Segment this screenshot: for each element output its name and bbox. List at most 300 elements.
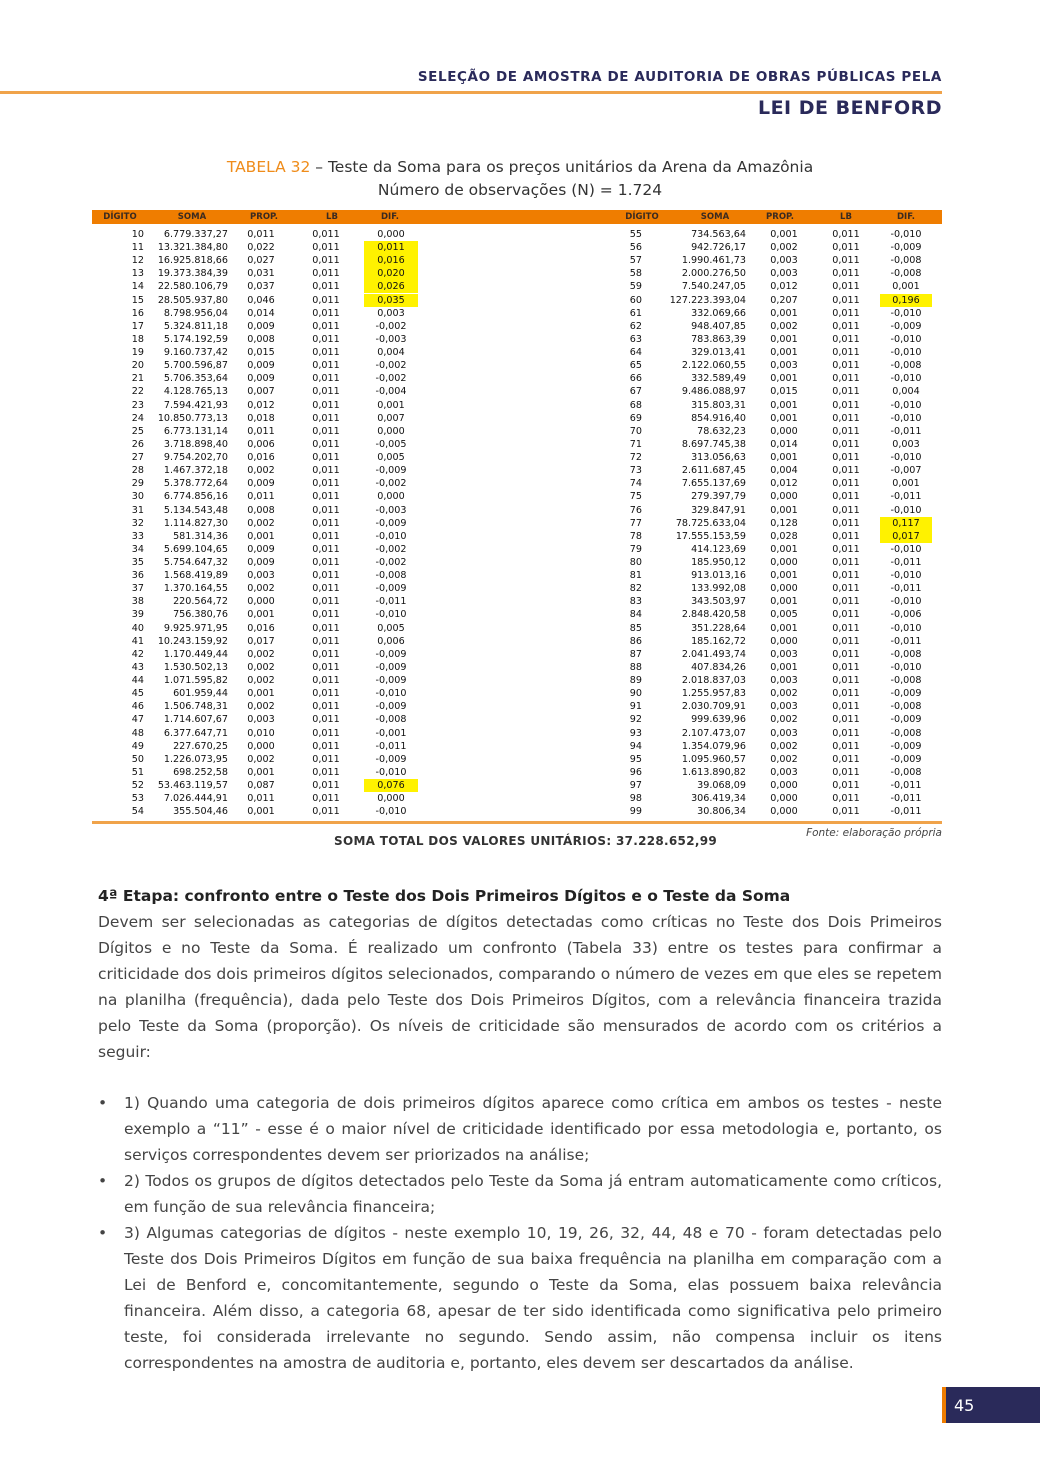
cell-lb: 0,011 — [832, 399, 860, 411]
cell-dif: -0,008 — [890, 360, 922, 372]
cell-dif: 0,011 — [364, 241, 418, 254]
col-prop-left: PROP. — [250, 212, 278, 222]
cell-prop: 0,001 — [770, 399, 798, 411]
cell-lb: 0,011 — [312, 806, 340, 818]
cell-digit: 89 — [629, 675, 642, 687]
cell-soma: 9.925.971,95 — [163, 622, 228, 634]
cell-digit: 79 — [629, 543, 642, 555]
header-title-line1: SELEÇÃO DE AMOSTRA DE AUDITORIA DE OBRAS PÚBLICAS PELA — [417, 69, 942, 85]
cell-prop: 0,087 — [247, 780, 275, 792]
cell-soma: 9.486.088,97 — [681, 386, 746, 398]
cell-digit: 31 — [131, 504, 144, 516]
cell-digit: 25 — [131, 425, 144, 437]
cell-soma: 734.563,64 — [691, 229, 746, 240]
cell-dif: 0,000 — [377, 491, 405, 503]
cell-prop: 0,014 — [770, 438, 798, 450]
cell-digit: 75 — [629, 491, 642, 503]
cell-digit: 61 — [629, 307, 642, 319]
cell-soma: 39.068,09 — [697, 780, 746, 792]
cell-digit: 24 — [131, 412, 144, 424]
cell-digit: 38 — [131, 596, 144, 608]
cell-soma: 7.540.247,05 — [681, 281, 746, 293]
cell-lb: 0,011 — [832, 570, 860, 582]
cell-lb: 0,011 — [832, 320, 860, 332]
cell-dif: -0,010 — [890, 347, 922, 359]
cell-prop: 0,001 — [770, 661, 798, 673]
cell-prop: 0,001 — [247, 530, 275, 542]
cell-digit: 71 — [629, 438, 642, 450]
cell-soma: 5.378.772,64 — [163, 478, 228, 490]
cell-soma: 227.670,25 — [173, 740, 228, 752]
cell-prop: 0,046 — [247, 294, 275, 306]
cell-lb: 0,011 — [312, 281, 340, 293]
cell-dif: -0,011 — [375, 596, 407, 608]
cell-digit: 59 — [629, 281, 642, 293]
cell-dif: 0,003 — [892, 438, 920, 450]
cell-lb: 0,011 — [312, 268, 340, 280]
cell-lb: 0,011 — [832, 557, 860, 568]
cell-digit: 94 — [629, 740, 642, 752]
cell-soma: 407.834,26 — [691, 661, 746, 673]
cell-soma: 133.992,08 — [691, 583, 746, 595]
cell-dif: 0,000 — [377, 793, 405, 805]
cell-soma: 1.170.449,44 — [163, 648, 228, 660]
cell-lb: 0,011 — [832, 517, 860, 529]
cell-lb: 0,011 — [312, 373, 340, 385]
cell-lb: 0,011 — [312, 701, 340, 713]
cell-prop: 0,002 — [247, 701, 275, 713]
cell-dif: 0,017 — [880, 530, 932, 543]
cell-lb: 0,011 — [832, 806, 860, 818]
cell-lb: 0,011 — [832, 478, 860, 490]
cell-soma: 1.370.164,55 — [163, 583, 228, 595]
cell-soma: 329.847,91 — [691, 504, 746, 516]
cell-soma: 315.803,31 — [691, 399, 746, 411]
cell-digit: 35 — [131, 557, 144, 568]
cell-prop: 0,001 — [770, 570, 798, 582]
cell-soma: 948.407,85 — [691, 320, 746, 332]
table-header — [92, 210, 942, 224]
cell-dif: -0,009 — [375, 517, 407, 529]
cell-digit: 30 — [131, 491, 144, 503]
cell-dif: -0,010 — [890, 399, 922, 411]
table-bottom-rule — [92, 821, 942, 824]
cell-lb: 0,011 — [832, 793, 860, 805]
cell-soma: 7.655.137,69 — [681, 478, 746, 490]
cell-prop: 0,031 — [247, 268, 275, 280]
cell-dif: -0,010 — [890, 543, 922, 555]
cell-soma: 6.773.131,14 — [163, 425, 228, 437]
cell-soma: 6.377.647,71 — [163, 727, 228, 739]
cell-prop: 0,009 — [247, 360, 275, 372]
cell-soma: 2.611.687,45 — [681, 465, 746, 477]
cell-soma: 854.916,40 — [691, 412, 746, 424]
cell-dif: -0,009 — [375, 661, 407, 673]
cell-prop: 0,015 — [247, 347, 275, 359]
cell-prop: 0,000 — [770, 806, 798, 818]
cell-digit: 53 — [131, 793, 144, 805]
section-title: 4ª Etapa: confronto entre o Teste dos Dois Primeiros Dígitos e o Teste da Soma — [98, 887, 791, 905]
cell-soma: 5.706.353,64 — [163, 373, 228, 385]
cell-lb: 0,011 — [832, 347, 860, 359]
cell-prop: 0,003 — [770, 701, 798, 713]
cell-prop: 0,000 — [247, 596, 275, 608]
cell-dif: 0,004 — [892, 386, 920, 398]
cell-soma: 355.504,46 — [173, 806, 228, 818]
cell-lb: 0,011 — [832, 242, 860, 254]
cell-prop: 0,001 — [247, 688, 275, 700]
cell-lb: 0,011 — [832, 268, 860, 280]
cell-prop: 0,000 — [770, 780, 798, 792]
cell-lb: 0,011 — [312, 320, 340, 332]
cell-lb: 0,011 — [312, 714, 340, 726]
cell-prop: 0,006 — [247, 438, 275, 450]
cell-prop: 0,011 — [247, 229, 275, 240]
cell-lb: 0,011 — [832, 609, 860, 621]
cell-prop: 0,001 — [770, 412, 798, 424]
cell-lb: 0,011 — [312, 452, 340, 464]
cell-dif: -0,010 — [890, 307, 922, 319]
cell-prop: 0,014 — [247, 307, 275, 319]
cell-lb: 0,011 — [312, 478, 340, 490]
cell-prop: 0,001 — [247, 766, 275, 778]
cell-prop: 0,016 — [247, 452, 275, 464]
cell-digit: 18 — [131, 333, 144, 345]
cell-dif: -0,008 — [890, 648, 922, 660]
cell-soma: 306.419,34 — [691, 793, 746, 805]
cell-dif: -0,011 — [890, 635, 922, 647]
cell-lb: 0,011 — [832, 360, 860, 372]
cell-digit: 44 — [131, 675, 144, 687]
cell-lb: 0,011 — [832, 425, 860, 437]
cell-prop: 0,002 — [770, 688, 798, 700]
cell-soma: 8.697.745,38 — [681, 438, 746, 450]
cell-digit: 93 — [629, 727, 642, 739]
cell-soma: 2.030.709,91 — [681, 701, 746, 713]
cell-soma: 7.026.444,91 — [163, 793, 228, 805]
cell-digit: 48 — [131, 727, 144, 739]
cell-digit: 11 — [131, 242, 144, 254]
cell-prop: 0,003 — [247, 570, 275, 582]
cell-digit: 97 — [629, 780, 642, 792]
cell-lb: 0,011 — [312, 609, 340, 621]
cell-digit: 90 — [629, 688, 642, 700]
bullet-icon: • — [98, 1094, 108, 1112]
cell-digit: 22 — [131, 386, 144, 398]
cell-digit: 72 — [629, 452, 642, 464]
cell-soma: 1.568.419,89 — [163, 570, 228, 582]
cell-lb: 0,011 — [312, 229, 340, 240]
cell-dif: -0,011 — [890, 557, 922, 568]
col-soma-right: SOMA — [700, 212, 730, 222]
cell-dif: -0,005 — [375, 438, 407, 450]
col-prop-right: PROP. — [766, 212, 794, 222]
cell-lb: 0,011 — [832, 661, 860, 673]
table-title: – Teste da Soma para os preços unitários da Arena da Amazônia — [310, 158, 814, 176]
cell-soma: 1.506.748,31 — [163, 701, 228, 713]
cell-dif: 0,001 — [892, 281, 920, 293]
cell-prop: 0,037 — [247, 281, 275, 293]
cell-lb: 0,011 — [312, 399, 340, 411]
cell-soma: 329.013,41 — [691, 347, 746, 359]
cell-digit: 96 — [629, 766, 642, 778]
cell-dif: -0,009 — [890, 320, 922, 332]
cell-digit: 60 — [629, 294, 642, 306]
cell-prop: 0,028 — [770, 530, 798, 542]
cell-soma: 332.069,66 — [691, 307, 746, 319]
cell-digit: 77 — [629, 517, 642, 529]
cell-lb: 0,011 — [832, 701, 860, 713]
cell-prop: 0,003 — [770, 648, 798, 660]
col-dif-left: DIF. — [380, 212, 399, 222]
bullet-icon: • — [98, 1224, 108, 1242]
cell-lb: 0,011 — [832, 780, 860, 792]
cell-dif: -0,011 — [890, 780, 922, 792]
cell-prop: 0,010 — [247, 727, 275, 739]
cell-prop: 0,002 — [770, 320, 798, 332]
cell-soma: 1.990.461,73 — [681, 255, 746, 267]
page-number: 45 — [954, 1396, 975, 1415]
cell-soma: 2.000.276,50 — [681, 268, 746, 280]
cell-soma: 10.850.773,13 — [157, 412, 228, 424]
cell-soma: 16.925.818,66 — [157, 255, 228, 267]
cell-dif: -0,002 — [375, 557, 407, 568]
cell-lb: 0,011 — [832, 307, 860, 319]
cell-dif: 0,007 — [377, 412, 405, 424]
col-lb-left: LB — [326, 212, 338, 222]
col-dif-right: DIF. — [896, 212, 915, 222]
table-source: Fonte: elaboração própria — [806, 827, 942, 839]
cell-digit: 12 — [131, 255, 144, 267]
cell-prop: 0,001 — [247, 609, 275, 621]
cell-dif: -0,008 — [375, 714, 407, 726]
cell-lb: 0,011 — [312, 661, 340, 673]
cell-digit: 62 — [629, 320, 642, 332]
cell-lb: 0,011 — [312, 255, 340, 267]
cell-soma: 313.056,63 — [691, 452, 746, 464]
cell-prop: 0,003 — [770, 675, 798, 687]
cell-soma: 913.013,16 — [691, 570, 746, 582]
cell-digit: 52 — [131, 780, 144, 792]
cell-soma: 17.555.153,59 — [675, 530, 746, 542]
cell-digit: 76 — [629, 504, 642, 516]
cell-dif: -0,010 — [890, 412, 922, 424]
cell-prop: 0,017 — [247, 635, 275, 647]
cell-digit: 67 — [629, 386, 642, 398]
body-paragraph: Devem ser selecionadas as categorias de dígitos detectadas como críticas no Teste dos Dois Primeiros Dígitos e no Teste da Soma. É realizado um confronto (Tabela 33) entre os testes para confirmar a criticidade dos dois primeiros dígitos selecionados, comparando o número de vezes em que eles se repetem na planilha (frequência), dada pelo Teste dos Dois Primeiros Dígitos, com a relevância financeira trazida pelo Teste da Soma (proporção). Os níveis de criticidade são mensurados de acordo com os critérios a seguir: — [98, 913, 942, 1061]
cell-soma: 1.354.079,96 — [681, 740, 746, 752]
cell-dif: -0,001 — [375, 727, 407, 739]
cell-dif: -0,009 — [890, 714, 922, 726]
list-item-text: 2) Todos os grupos de dígitos detectados pelo Teste da Soma já entram automaticamente como críticos, em função de sua relevância financeira; — [124, 1172, 942, 1216]
bullet-icon: • — [98, 1172, 108, 1190]
cell-prop: 0,012 — [247, 399, 275, 411]
cell-lb: 0,011 — [832, 727, 860, 739]
cell-digit: 51 — [131, 766, 144, 778]
cell-dif: -0,006 — [890, 609, 922, 621]
cell-prop: 0,009 — [247, 320, 275, 332]
cell-prop: 0,000 — [770, 425, 798, 437]
cell-dif: -0,011 — [375, 740, 407, 752]
cell-soma: 5.700.596,87 — [163, 360, 228, 372]
cell-soma: 220.564,72 — [173, 596, 228, 608]
cell-digit: 68 — [629, 399, 642, 411]
cell-prop: 0,018 — [247, 412, 275, 424]
cell-soma: 5.699.104,65 — [163, 543, 228, 555]
cell-dif: 0,076 — [364, 779, 418, 792]
cell-digit: 34 — [131, 543, 144, 555]
col-lb-right: LB — [840, 212, 852, 222]
cell-lb: 0,011 — [312, 425, 340, 437]
cell-prop: 0,003 — [770, 255, 798, 267]
cell-digit: 78 — [629, 530, 642, 542]
cell-dif: 0,020 — [364, 267, 418, 280]
cell-soma: 78.632,23 — [697, 425, 746, 437]
cell-soma: 783.863,39 — [691, 333, 746, 345]
cell-digit: 98 — [629, 793, 642, 805]
cell-digit: 50 — [131, 753, 144, 765]
header-rule — [0, 91, 942, 94]
list-item — [98, 1220, 942, 1376]
cell-dif: -0,008 — [890, 255, 922, 267]
cell-dif: -0,010 — [375, 688, 407, 700]
cell-lb: 0,011 — [832, 543, 860, 555]
cell-soma: 756.380,76 — [173, 609, 228, 621]
cell-soma: 7.594.421,93 — [163, 399, 228, 411]
cell-soma: 185.162,72 — [691, 635, 746, 647]
cell-soma: 2.018.837,03 — [681, 675, 746, 687]
list-item-text: 3) Algumas categorias de dígitos - neste exemplo 10, 19, 26, 32, 44, 48 e 70 - foram detectadas pelo Teste dos Dois Primeiros Dígitos em função de sua baixa frequência na planilha em comparação com a Lei de Benford e, concomitantemente, segundo o Teste da Soma, elas possuem baixa relevância financeira. Além disso, a categoria 68, apesar de ter sido identificada como significativa pelo primeiro teste, foi considerada irrelevante no segundo. Sendo assim, não compensa incluir os itens correspondentes na amostra de auditoria e, portanto, eles devem ser descartados da análise. — [124, 1224, 942, 1372]
cell-dif: 0,016 — [364, 254, 418, 267]
cell-lb: 0,011 — [832, 753, 860, 765]
cell-lb: 0,011 — [312, 333, 340, 345]
cell-soma: 53.463.119,57 — [157, 780, 228, 792]
cell-digit: 92 — [629, 714, 642, 726]
cell-dif: -0,010 — [890, 570, 922, 582]
cell-lb: 0,011 — [832, 688, 860, 700]
cell-digit: 57 — [629, 255, 642, 267]
cell-soma: 1.714.607,67 — [163, 714, 228, 726]
cell-dif: -0,010 — [375, 806, 407, 818]
cell-lb: 0,011 — [312, 793, 340, 805]
cell-dif: -0,002 — [375, 373, 407, 385]
cell-digit: 63 — [629, 333, 642, 345]
cell-dif: 0,004 — [377, 347, 405, 359]
cell-soma: 6.779.337,27 — [163, 229, 228, 240]
cell-prop: 0,002 — [247, 675, 275, 687]
cell-digit: 85 — [629, 622, 642, 634]
cell-soma: 343.503,97 — [691, 596, 746, 608]
cell-dif: -0,009 — [375, 583, 407, 595]
cell-prop: 0,008 — [247, 504, 275, 516]
cell-soma: 9.754.202,70 — [163, 452, 228, 464]
cell-digit: 55 — [629, 229, 642, 240]
cell-dif: 0,000 — [377, 229, 405, 240]
cell-digit: 73 — [629, 465, 642, 477]
cell-prop: 0,002 — [770, 740, 798, 752]
cell-dif: -0,011 — [890, 425, 922, 437]
cell-prop: 0,128 — [770, 517, 798, 529]
cell-digit: 47 — [131, 714, 144, 726]
cell-soma: 8.798.956,04 — [163, 307, 228, 319]
cell-soma: 2.848.420,58 — [681, 609, 746, 621]
cell-lb: 0,011 — [312, 504, 340, 516]
cell-prop: 0,000 — [770, 557, 798, 568]
cell-lb: 0,011 — [312, 557, 340, 568]
cell-digit: 20 — [131, 360, 144, 372]
cell-prop: 0,003 — [770, 360, 798, 372]
cell-lb: 0,011 — [832, 766, 860, 778]
page-number-badge — [942, 1387, 1040, 1423]
cell-soma: 601.959,44 — [173, 688, 228, 700]
cell-dif: -0,010 — [375, 530, 407, 542]
cell-prop: 0,002 — [247, 583, 275, 595]
cell-lb: 0,011 — [832, 465, 860, 477]
cell-lb: 0,011 — [312, 294, 340, 306]
cell-prop: 0,002 — [247, 517, 275, 529]
cell-soma: 1.071.595,82 — [163, 675, 228, 687]
cell-lb: 0,011 — [832, 281, 860, 293]
cell-prop: 0,003 — [247, 714, 275, 726]
cell-soma: 3.718.898,40 — [163, 438, 228, 450]
cell-digit: 16 — [131, 307, 144, 319]
list-item — [98, 1168, 942, 1220]
cell-prop: 0,001 — [770, 307, 798, 319]
cell-dif: -0,009 — [890, 740, 922, 752]
cell-prop: 0,000 — [770, 491, 798, 503]
cell-digit: 56 — [629, 242, 642, 254]
cell-digit: 49 — [131, 740, 144, 752]
cell-digit: 64 — [629, 347, 642, 359]
table-label: TABELA 32 — [226, 158, 311, 176]
cell-prop: 0,011 — [247, 793, 275, 805]
cell-lb: 0,011 — [312, 688, 340, 700]
cell-lb: 0,011 — [312, 596, 340, 608]
cell-prop: 0,000 — [770, 635, 798, 647]
col-soma-left: SOMA — [177, 212, 207, 222]
cell-dif: 0,001 — [377, 399, 405, 411]
cell-digit: 41 — [131, 635, 144, 647]
table-total: SOMA TOTAL DOS VALORES UNITÁRIOS: 37.228.652,99 — [334, 834, 718, 848]
cell-dif: -0,009 — [375, 701, 407, 713]
cell-dif: -0,010 — [890, 229, 922, 240]
col-digito-right: DÍGITO — [625, 212, 659, 222]
cell-digit: 43 — [131, 661, 144, 673]
cell-lb: 0,011 — [832, 386, 860, 398]
cell-prop: 0,008 — [247, 333, 275, 345]
cell-digit: 45 — [131, 688, 144, 700]
cell-digit: 88 — [629, 661, 642, 673]
cell-prop: 0,027 — [247, 255, 275, 267]
cell-lb: 0,011 — [312, 517, 340, 529]
cell-dif: -0,008 — [375, 570, 407, 582]
cell-lb: 0,011 — [312, 675, 340, 687]
cell-prop: 0,002 — [770, 753, 798, 765]
cell-soma: 351.228,64 — [691, 622, 746, 634]
cell-prop: 0,009 — [247, 373, 275, 385]
cell-lb: 0,011 — [832, 583, 860, 595]
cell-dif: -0,010 — [890, 373, 922, 385]
cell-digit: 27 — [131, 452, 144, 464]
cell-dif: 0,196 — [880, 294, 932, 307]
cell-digit: 40 — [131, 622, 144, 634]
cell-dif: -0,009 — [890, 242, 922, 254]
cell-soma: 581.314,36 — [173, 530, 228, 542]
cell-lb: 0,011 — [832, 530, 860, 542]
cell-prop: 0,001 — [770, 347, 798, 359]
cell-lb: 0,011 — [832, 412, 860, 424]
cell-digit: 66 — [629, 373, 642, 385]
